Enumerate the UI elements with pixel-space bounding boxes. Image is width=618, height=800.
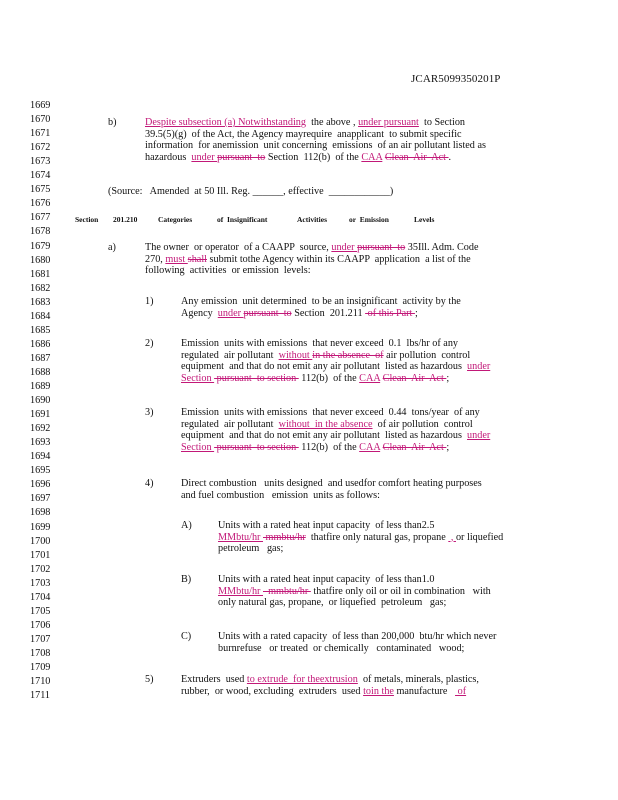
line-number: 1686 — [30, 338, 51, 350]
deleted-text: mmbtu/hr — [263, 585, 311, 597]
item-3-label: 3) — [145, 407, 154, 418]
item-1-line-2 — [181, 308, 418, 320]
item-B-line-2 — [218, 586, 491, 598]
document-id-header: JCAR5099350201P — [411, 73, 501, 85]
item-3-line-4 — [181, 442, 449, 454]
line-number: 1688 — [30, 366, 51, 378]
inserted-text: CAA — [361, 151, 383, 163]
item-2-line-1 — [181, 338, 458, 350]
para-b-line-4 — [145, 152, 451, 164]
inserted-text: MMbtu/hr — [218, 531, 263, 543]
inserted-text: , — [448, 531, 456, 543]
section-heading-word-4: or Emission — [349, 215, 389, 224]
body-text: regulated air pollutant — [181, 418, 279, 430]
inserted-text: CAA — [359, 372, 381, 384]
inserted-text: to extrude for — [246, 674, 308, 685]
line-number: 1699 — [30, 521, 51, 533]
line-number: 1700 — [30, 535, 51, 547]
line-number: 1671 — [30, 128, 51, 140]
line-number: 1683 — [30, 296, 51, 308]
inserted-text: without in the absence — [278, 418, 373, 430]
item-2-line-3 — [181, 361, 490, 373]
section-heading-label: Section — [75, 215, 99, 224]
line-number: 1698 — [30, 507, 51, 519]
section-heading-number: 201.210 — [113, 215, 138, 224]
deleted-text: in the absence of — [312, 349, 384, 361]
line-number: 1701 — [30, 549, 51, 561]
body-text: equipment and that do not emit any air pollutant listed as hazardous — [181, 361, 468, 372]
body-text: 35Ill. Adm. Code — [405, 242, 479, 253]
body-text: Emission units with emissions that never exceed 0.44 tons/year of any — [181, 407, 480, 418]
item-5-line-2 — [181, 686, 466, 698]
item-3-line-1 — [181, 407, 480, 419]
item-C-line-2 — [218, 643, 464, 655]
line-number: 1680 — [30, 254, 51, 266]
item-B-line-1 — [218, 574, 434, 586]
inserted-text: Section — [181, 372, 215, 384]
line-number: 1705 — [30, 605, 51, 617]
body-text: ; — [446, 441, 450, 453]
section-heading-word-2: of Insignificant — [217, 215, 268, 224]
item-A-line-3 — [218, 543, 283, 555]
deleted-text: Clean Air Act — [382, 441, 447, 453]
section-heading-word-5: Levels — [414, 215, 435, 224]
line-number: 1689 — [30, 381, 51, 392]
body-text: following activities or emission levels: — [145, 265, 311, 276]
inserted-text: Despite subsection (a) Notwithstanding — [145, 117, 306, 128]
para-b-line-2 — [145, 129, 462, 141]
body-text: manufacture — [393, 685, 456, 697]
body-text: information for anemission unit concerning emissions of an air pollutant listed as — [145, 140, 486, 151]
line-number: 1678 — [30, 226, 51, 238]
line-number: 1709 — [30, 662, 51, 673]
body-text: Direct combustion units designed and usedfor comfort heating purposes — [181, 478, 482, 489]
line-number: 1711 — [30, 690, 50, 702]
item-4-line-1 — [181, 478, 482, 490]
line-number: 1676 — [30, 198, 51, 210]
body-text: or liquefied — [455, 531, 504, 543]
body-text: , — [352, 117, 359, 128]
body-text: Section 201.211 — [291, 307, 366, 319]
inserted-text: without — [278, 349, 313, 361]
body-text: only natural gas, propane, or liquefied petroleum gas; — [218, 597, 447, 608]
deleted-text: pursuant to section — [214, 441, 299, 453]
inserted-text: theextrusion — [307, 674, 358, 685]
item-B-line-3 — [218, 597, 446, 609]
body-text: Agency — [181, 307, 218, 319]
para-b-label: b) — [108, 117, 117, 128]
item-C-label: C) — [181, 631, 192, 642]
item-2-line-4 — [181, 373, 449, 385]
para-b-line-3 — [145, 140, 486, 152]
inserted-text: under — [191, 151, 218, 163]
body-text: of metals, minerals, plastics, — [357, 674, 479, 685]
body-text: Section 112(b) of the — [265, 151, 362, 163]
item-3-line-2 — [181, 419, 473, 431]
item-A-label: A) — [181, 520, 192, 531]
item-C-line-1 — [218, 631, 496, 643]
line-number: 1681 — [30, 268, 51, 280]
inserted-text: MMbtu/hr — [218, 585, 263, 597]
line-number: 1672 — [30, 142, 51, 154]
line-number: 1710 — [30, 676, 51, 688]
line-number: 1691 — [30, 409, 51, 421]
body-text: submit tothe Agency within its CAAPP application a list of the — [207, 253, 471, 265]
line-number: 1694 — [30, 451, 51, 463]
body-text: regulated air pollutant — [181, 349, 279, 361]
line-number: 1673 — [30, 156, 51, 168]
body-text: Units with a rated heat input capacity of less than2.5 — [218, 520, 435, 531]
item-1-label: 1) — [145, 296, 154, 307]
inserted-text: Section — [181, 441, 215, 453]
body-text: of air pollution control — [372, 418, 473, 430]
line-number: 1702 — [30, 563, 51, 575]
line-number: 1693 — [30, 437, 51, 449]
item-1-line-1 — [181, 296, 461, 308]
inserted-text: under pursuant — [358, 117, 419, 128]
body-text: Any emission unit determined to be an insignificant activity by the — [181, 296, 461, 307]
body-text: the above — [306, 117, 353, 128]
deleted-text: pursuant to — [357, 242, 406, 253]
body-text: thatfire only natural gas, propane — [305, 531, 449, 543]
item-2-label: 2) — [145, 338, 154, 349]
line-number: 1697 — [30, 493, 51, 505]
source-note — [108, 186, 393, 198]
body-text: to Section — [418, 117, 466, 128]
body-text: 112(b) of the — [298, 372, 360, 384]
deleted-text: of this Part — [365, 307, 415, 319]
body-text: ; — [414, 307, 418, 319]
line-number: 1675 — [30, 184, 51, 196]
body-text: equipment and that do not emit any air pollutant listed as hazardous — [181, 430, 468, 441]
line-number: 1695 — [30, 465, 51, 477]
body-text: hazardous — [145, 151, 192, 163]
body-text: Extruders used — [181, 674, 247, 685]
item-4-label: 4) — [145, 478, 154, 489]
body-text: and fuel combustion emission units as follows: — [181, 489, 380, 501]
deleted-text: Clean Air Act — [382, 372, 447, 384]
line-number: 1670 — [30, 114, 51, 126]
line-number: 1682 — [30, 282, 51, 294]
inserted-text: of — [455, 685, 467, 697]
item-5-label: 5) — [145, 674, 154, 685]
inserted-text: CAA — [359, 441, 381, 453]
body-text: Units with a rated capacity of less than 200,000 btu/hr which never — [218, 631, 497, 642]
inserted-text: under — [217, 307, 244, 319]
body-text: The owner or operator of a CAAPP source, — [145, 242, 332, 253]
inserted-text: in the — [371, 685, 394, 697]
line-number: 1708 — [30, 647, 51, 659]
section-heading-word-3: Activities — [297, 215, 327, 224]
line-number: 1692 — [30, 423, 51, 435]
inserted-text: under — [467, 361, 491, 372]
para-a-label: a) — [108, 242, 116, 253]
para-a-line-3 — [145, 265, 311, 277]
item-A-line-1 — [218, 520, 434, 532]
para-a-line-2 — [145, 254, 471, 266]
body-text: thatfire only oil or oil in combination with — [310, 585, 491, 597]
body-text: ; — [446, 372, 450, 384]
body-text: petroleum gas; — [218, 543, 284, 554]
line-number: 1677 — [30, 212, 51, 224]
inserted-text: must — [165, 253, 188, 265]
deleted-text: pursuant to section — [214, 372, 299, 384]
body-text: rubber, or wood, excluding extruders used — [181, 685, 364, 697]
body-text: air pollution control — [383, 349, 471, 361]
body-text: 112(b) of the — [298, 441, 360, 453]
item-4-line-2 — [181, 490, 380, 502]
body-text: Units with a rated heat input capacity of less than1.0 — [218, 574, 435, 585]
item-A-line-2 — [218, 532, 503, 544]
body-text: burnrefuse or treated or chemically contaminated wood; — [218, 642, 465, 654]
line-number: 1690 — [30, 395, 51, 407]
deleted-text: mmbtu/hr — [263, 531, 306, 543]
line-number: 1706 — [30, 619, 51, 631]
line-number: 1707 — [30, 633, 51, 645]
item-2-line-2 — [181, 350, 470, 362]
section-heading-word-1: Categories — [158, 215, 193, 224]
item-B-label: B) — [181, 574, 192, 585]
line-number: 1685 — [30, 324, 51, 336]
line-number: 1704 — [30, 591, 51, 603]
deleted-text: pursuant to — [217, 151, 266, 163]
deleted-text: shall — [187, 253, 207, 265]
inserted-text: to — [363, 685, 372, 697]
line-number: 1703 — [30, 577, 51, 589]
body-text: Emission units with emissions that never exceed 0.1 lbs/hr of any — [181, 338, 459, 349]
line-number: 1669 — [30, 100, 51, 111]
body-text: . — [448, 151, 452, 163]
line-number: 1684 — [30, 310, 51, 322]
line-number: 1696 — [30, 479, 51, 491]
deleted-text: Clean Air Act — [384, 151, 449, 163]
item-5-line-1 — [181, 674, 479, 686]
para-b-line-1 — [145, 117, 465, 129]
line-number: 1679 — [30, 240, 51, 252]
inserted-text: under — [467, 430, 491, 441]
deleted-text: pursuant to — [243, 307, 292, 319]
para-a-line-1 — [145, 242, 479, 254]
body-text: 39.5(5)(g) of the Act, the Agency mayrequire anapplicant to submit specific — [145, 128, 462, 140]
line-number: 1687 — [30, 352, 51, 364]
item-3-line-3 — [181, 430, 490, 442]
inserted-text: under — [331, 242, 358, 253]
body-text: (Source: Amended at 50 Ill. Reg. ______, effective ____________) — [108, 186, 394, 197]
line-number: 1674 — [30, 170, 51, 182]
body-text: 270, — [145, 253, 166, 265]
